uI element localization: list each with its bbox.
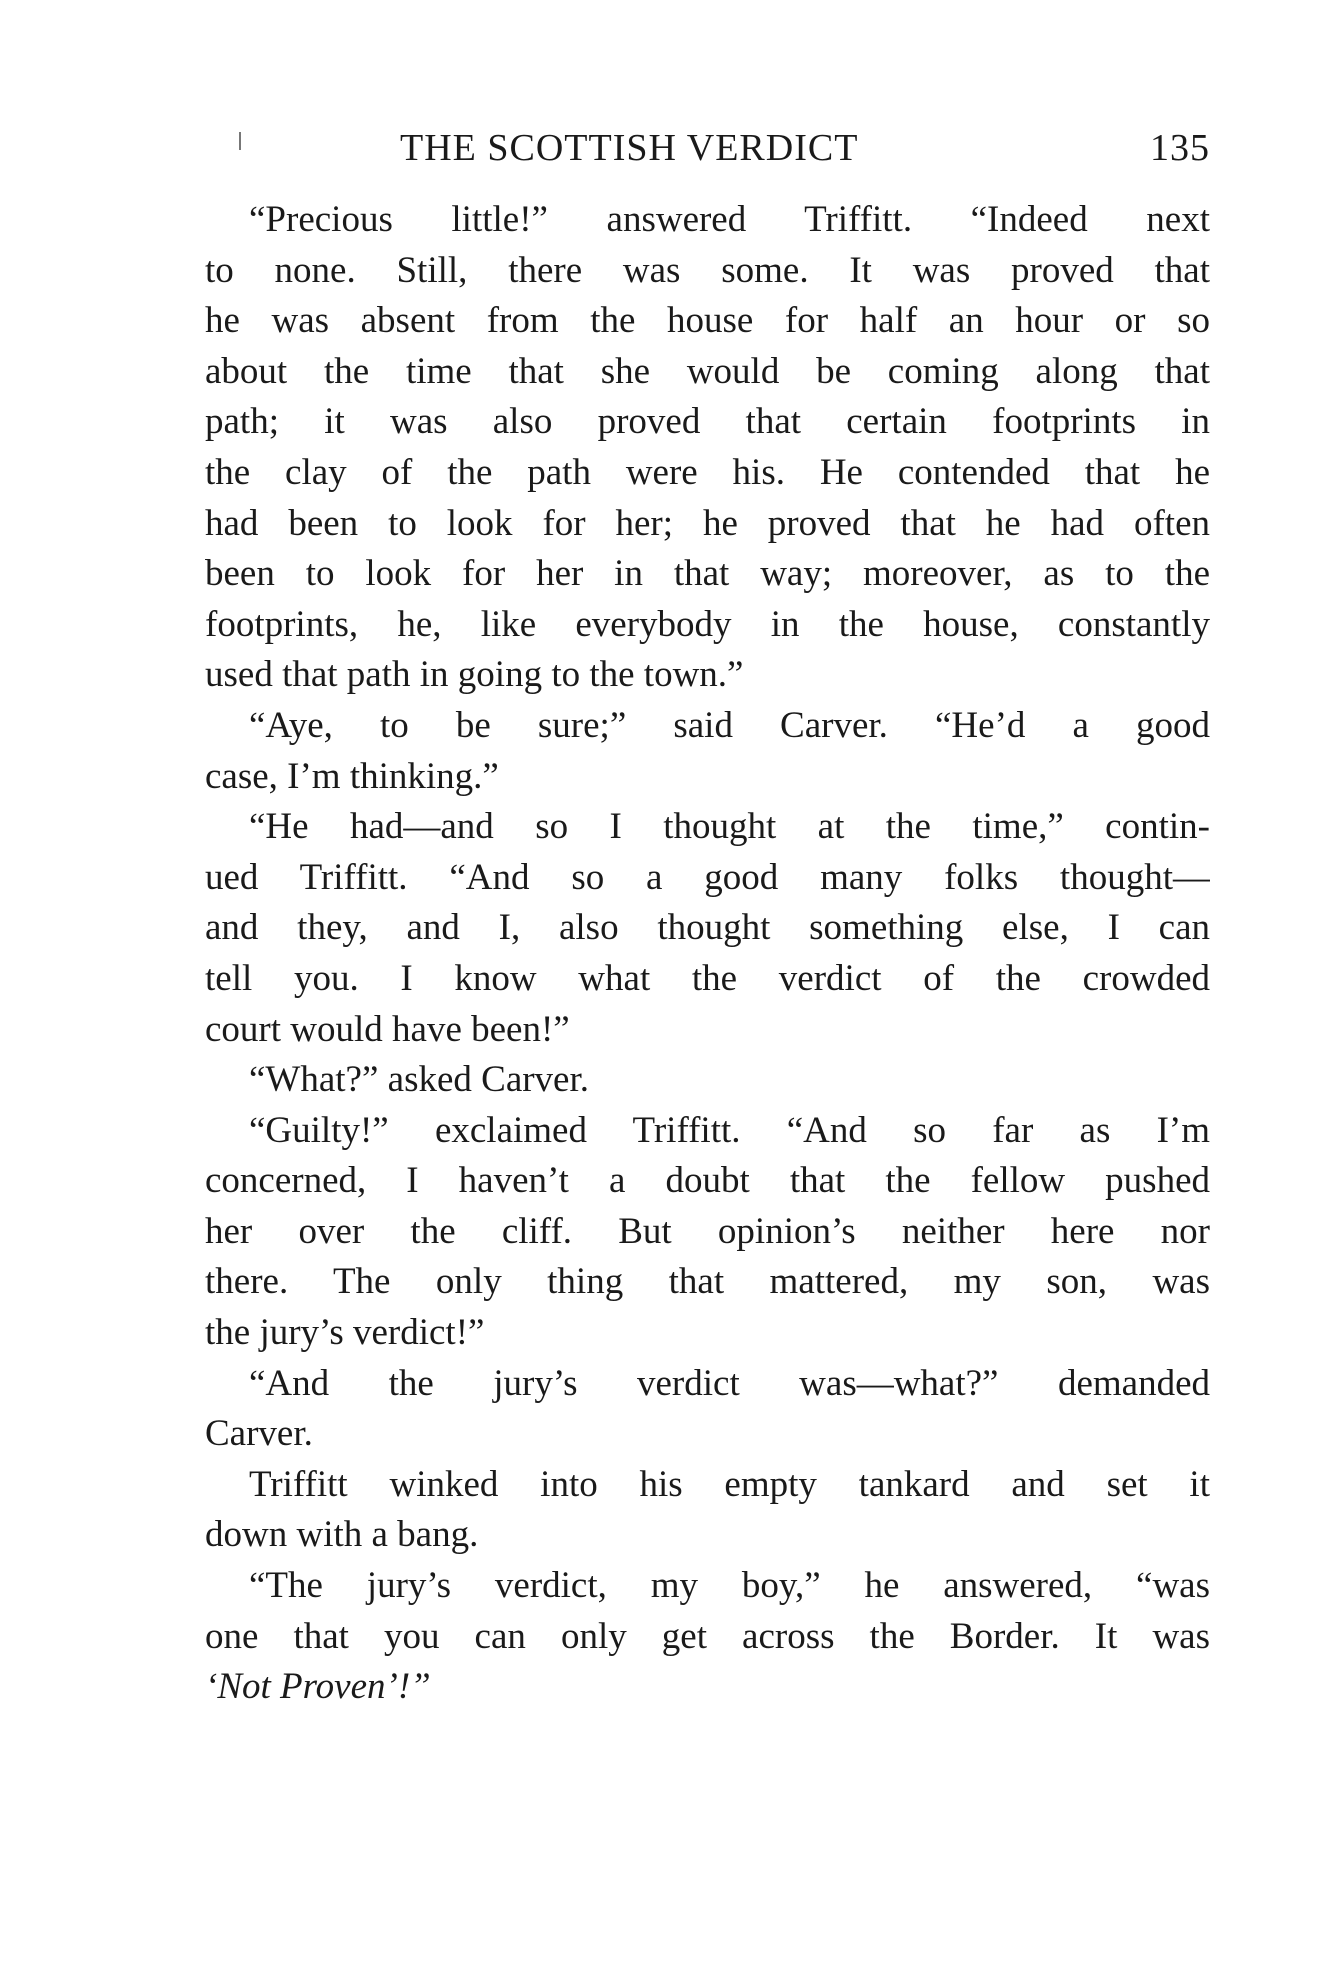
text-line: the jury’s verdict!” <box>205 1312 485 1354</box>
text-line: “What?” asked Carver. <box>249 1059 590 1101</box>
print-speck <box>239 132 241 150</box>
text-line: court would have been!” <box>205 1008 570 1050</box>
text-line: he was absent from the house for half an hour or so <box>205 300 1210 342</box>
text-line: the clay of the path were his. He contended that he <box>205 451 1210 493</box>
text-line: used that path in going to the town.” <box>205 654 744 696</box>
page-number: 135 <box>1150 127 1210 169</box>
text-line: “And the jury’s verdict was—what?” demanded <box>249 1362 1210 1404</box>
text-line: to none. Still, there was some. It was proved that <box>205 249 1210 291</box>
text-line: “Precious little!” answered Triffitt. “Indeed next <box>249 199 1210 240</box>
text-line: case, I’m thinking.” <box>205 755 499 797</box>
running-title: THE SCOTTISH VERDICT <box>400 127 859 169</box>
text-line: ‘Not Proven’!” <box>205 1666 431 1708</box>
text-line: been to look for her in that way; moreover, as to the <box>205 553 1210 595</box>
text-line: there. The only thing that mattered, my son, was <box>205 1261 1210 1303</box>
text-line: tell you. I know what the verdict of the crowded <box>205 957 1210 999</box>
text-line: had been to look for her; he proved that he had often <box>205 502 1210 544</box>
text-line: footprints, he, like everybody in the house, constantly <box>205 603 1210 645</box>
text-line: Carver. <box>205 1413 313 1455</box>
text-line: about the time that she would be coming along that <box>205 350 1210 392</box>
body-text <box>205 195 1210 1713</box>
text-line: “The jury’s verdict, my boy,” he answered, “was <box>249 1565 1210 1607</box>
text-line: and they, and I, also thought something else, I can <box>205 907 1210 949</box>
text-line: “He had—and so I thought at the time,” contin- <box>249 806 1210 848</box>
running-header <box>205 126 1210 182</box>
text-line: ued Triffitt. “And so a good many folks thought— <box>205 856 1210 898</box>
text-line: one that you can only get across the Border. It was <box>205 1615 1210 1657</box>
text-line: Triffitt winked into his empty tankard and set it <box>249 1463 1210 1505</box>
text-line: down with a bang. <box>205 1514 479 1556</box>
text-line: her over the cliff. But opinion’s neither here nor <box>205 1210 1210 1252</box>
text-line: concerned, I haven’t a doubt that the fellow pushed <box>205 1160 1210 1202</box>
text-line: “Guilty!” exclaimed Triffitt. “And so far as I’m <box>249 1109 1210 1151</box>
text-line: “Aye, to be sure;” said Carver. “He’d a good <box>249 704 1210 746</box>
text-line: path; it was also proved that certain footprints in <box>205 401 1210 443</box>
